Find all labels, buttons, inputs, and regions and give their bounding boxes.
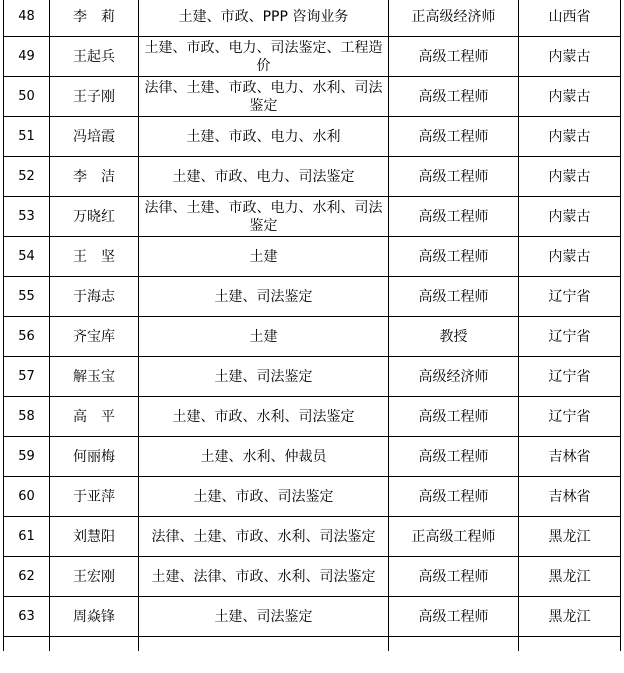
expert-name-cell: 解玉宝 <box>50 357 139 397</box>
expertise-field-cell: 土建 <box>139 317 389 357</box>
table-row <box>4 0 621 37</box>
expertise-field-cell: 土建、市政、电力、水利 <box>139 117 389 157</box>
region-cell: 黑龙江 <box>519 557 621 597</box>
region-cell: 辽宁省 <box>519 317 621 357</box>
table-row <box>4 557 621 597</box>
expert-name-cell: 王起兵 <box>50 37 139 77</box>
row-number-cell: 60 <box>4 477 50 517</box>
region-cell: 辽宁省 <box>519 397 621 437</box>
expertise-field-cell: 土建、市政、电力、司法鉴定、工程造价 <box>139 37 389 77</box>
table-row <box>4 117 621 157</box>
table-row <box>4 317 621 357</box>
table-row <box>4 277 621 317</box>
row-number-cell: 52 <box>4 157 50 197</box>
expert-name-cell: 刘慧阳 <box>50 517 139 557</box>
expert-name-cell: 李 莉 <box>50 0 139 37</box>
row-number-cell: 58 <box>4 397 50 437</box>
professional-title-cell: 高级工程师 <box>389 437 519 477</box>
professional-title-cell: 高级工程师 <box>389 117 519 157</box>
professional-title-cell: 教授 <box>389 317 519 357</box>
row-number-cell: 55 <box>4 277 50 317</box>
expert-name-cell: 王宏刚 <box>50 557 139 597</box>
row-number-cell: 59 <box>4 437 50 477</box>
expert-name-cell: 李 洁 <box>50 157 139 197</box>
professional-title-cell: 高级经济师 <box>389 357 519 397</box>
region-cell: 吉林省 <box>519 477 621 517</box>
expert-name-cell: 万晓红 <box>50 197 139 237</box>
expertise-field-cell: 法律、土建、市政、电力、水利、司法鉴定 <box>139 77 389 117</box>
region-cell: 山西省 <box>519 0 621 37</box>
row-number-cell: 51 <box>4 117 50 157</box>
professional-title-cell: 高级工程师 <box>389 277 519 317</box>
expert-name-cell: 于海志 <box>50 277 139 317</box>
expertise-field-cell: 土建、市政、水利、司法鉴定 <box>139 397 389 437</box>
professional-title-cell: 高级工程师 <box>389 237 519 277</box>
expertise-field-cell: 土建、司法鉴定 <box>139 277 389 317</box>
region-cell: 内蒙古 <box>519 197 621 237</box>
expertise-field-cell: 土建、市政、PPP 咨询业务 <box>139 0 389 37</box>
table-row-partial <box>4 637 621 651</box>
row-number-cell: 50 <box>4 77 50 117</box>
row-number-cell: 48 <box>4 0 50 37</box>
table-row <box>4 157 621 197</box>
table-row <box>4 477 621 517</box>
expert-name-cell: 于亚萍 <box>50 477 139 517</box>
region-cell: 内蒙古 <box>519 157 621 197</box>
professional-title-cell: 正高级经济师 <box>389 0 519 37</box>
expert-name-cell: 王子刚 <box>50 77 139 117</box>
region-cell: 黑龙江 <box>519 597 621 637</box>
professional-title-cell: 正高级工程师 <box>389 517 519 557</box>
region-cell: 辽宁省 <box>519 277 621 317</box>
table-row <box>4 37 621 77</box>
expertise-field-cell: 土建、法律、市政、水利、司法鉴定 <box>139 557 389 597</box>
table-row <box>4 597 621 637</box>
expertise-field-cell: 土建、水利、仲裁员 <box>139 437 389 477</box>
expert-name-cell: 王 坚 <box>50 237 139 277</box>
expertise-field-cell: 土建、市政、电力、司法鉴定 <box>139 157 389 197</box>
row-number-cell: 63 <box>4 597 50 637</box>
region-cell: 内蒙古 <box>519 237 621 277</box>
row-number-cell: 61 <box>4 517 50 557</box>
expert-name-cell: 周焱锋 <box>50 597 139 637</box>
table-row <box>4 77 621 117</box>
table-row <box>4 397 621 437</box>
expert-name-cell: 何丽梅 <box>50 437 139 477</box>
professional-title-cell: 高级工程师 <box>389 397 519 437</box>
row-number-cell: 56 <box>4 317 50 357</box>
row-number-cell <box>4 637 50 651</box>
region-cell: 辽宁省 <box>519 357 621 397</box>
row-number-cell: 62 <box>4 557 50 597</box>
region-cell: 吉林省 <box>519 437 621 477</box>
expertise-field-cell <box>139 637 389 651</box>
expert-table <box>3 0 621 651</box>
professional-title-cell: 高级工程师 <box>389 157 519 197</box>
professional-title-cell: 高级工程师 <box>389 77 519 117</box>
professional-title-cell <box>389 637 519 651</box>
professional-title-cell: 高级工程师 <box>389 557 519 597</box>
professional-title-cell: 高级工程师 <box>389 197 519 237</box>
region-cell: 内蒙古 <box>519 77 621 117</box>
expert-name-cell: 高 平 <box>50 397 139 437</box>
expert-table-body <box>4 0 621 651</box>
row-number-cell: 57 <box>4 357 50 397</box>
row-number-cell: 49 <box>4 37 50 77</box>
expert-name-cell: 齐宝库 <box>50 317 139 357</box>
table-row <box>4 437 621 477</box>
expertise-field-cell: 土建、市政、司法鉴定 <box>139 477 389 517</box>
expertise-field-cell: 法律、土建、市政、水利、司法鉴定 <box>139 517 389 557</box>
expertise-field-cell: 土建、司法鉴定 <box>139 357 389 397</box>
table-row <box>4 517 621 557</box>
table-row <box>4 197 621 237</box>
professional-title-cell: 高级工程师 <box>389 477 519 517</box>
table-row <box>4 237 621 277</box>
row-number-cell: 53 <box>4 197 50 237</box>
region-cell: 内蒙古 <box>519 37 621 77</box>
table-row <box>4 357 621 397</box>
region-cell: 内蒙古 <box>519 117 621 157</box>
professional-title-cell: 高级工程师 <box>389 37 519 77</box>
expertise-field-cell: 法律、土建、市政、电力、水利、司法鉴定 <box>139 197 389 237</box>
row-number-cell: 54 <box>4 237 50 277</box>
professional-title-cell: 高级工程师 <box>389 597 519 637</box>
expertise-field-cell: 土建、司法鉴定 <box>139 597 389 637</box>
expert-name-cell: 冯培霞 <box>50 117 139 157</box>
expertise-field-cell: 土建 <box>139 237 389 277</box>
region-cell <box>519 637 621 651</box>
region-cell: 黑龙江 <box>519 517 621 557</box>
expert-name-cell <box>50 637 139 651</box>
